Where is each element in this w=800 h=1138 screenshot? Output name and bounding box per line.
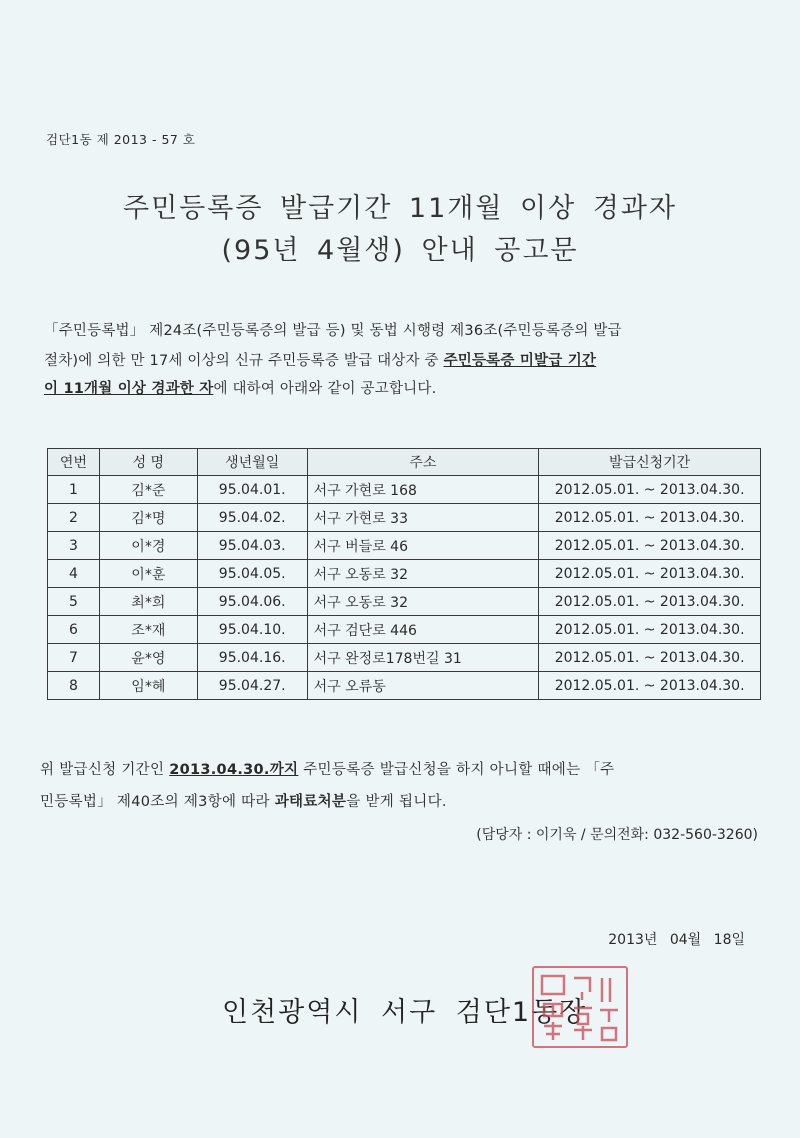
cell-address: 서구 오류동 — [307, 672, 539, 700]
cell-address: 서구 가현로 168 — [307, 476, 539, 504]
cell-number: 1 — [48, 476, 100, 504]
cell-address: 서구 오동로 32 — [307, 588, 539, 616]
cell-period: 2012.05.01. ~ 2013.04.30. — [539, 616, 761, 644]
cell-number: 7 — [48, 644, 100, 672]
cell-name: 이*훈 — [99, 560, 197, 588]
official-seal — [532, 966, 628, 1048]
table-row — [48, 672, 761, 700]
table-row — [48, 644, 761, 672]
notice-text: 민등록법」 제40조의 제3항에 따라 — [40, 794, 275, 810]
cell-period: 2012.05.01. ~ 2013.04.30. — [539, 588, 761, 616]
cell-birthdate: 95.04.02. — [197, 504, 307, 532]
penalty-notice-line1 — [40, 758, 760, 779]
cell-number: 2 — [48, 504, 100, 532]
intro-emphasis: 주민등록증 미발급 기간 — [443, 353, 597, 369]
cell-birthdate: 95.04.16. — [197, 644, 307, 672]
cell-number: 6 — [48, 616, 100, 644]
cell-birthdate: 95.04.10. — [197, 616, 307, 644]
col-header-birthdate: 생년월일 — [197, 449, 307, 476]
col-header-period: 발급신청기간 — [539, 449, 761, 476]
cell-number: 8 — [48, 672, 100, 700]
cell-address: 서구 검단로 446 — [307, 616, 539, 644]
table-row — [48, 616, 761, 644]
table-row — [48, 504, 761, 532]
cell-period: 2012.05.01. ~ 2013.04.30. — [539, 476, 761, 504]
contact-info: (담당자 : 이기욱 / 문의전화: 032-560-3260) — [476, 827, 758, 843]
seal-mark — [534, 968, 626, 1046]
notice-text: 주민등록증 발급신청을 하지 아니할 때에는 「주 — [298, 762, 615, 778]
notice-deadline: 2013.04.30.까지 — [169, 762, 299, 778]
penalty-notice-line2 — [40, 790, 760, 811]
col-header-number: 연번 — [48, 449, 100, 476]
col-header-name: 성 명 — [99, 449, 197, 476]
issue-date: 2013년 04월 18일 — [608, 932, 745, 948]
table-row — [48, 588, 761, 616]
table-row — [48, 560, 761, 588]
cell-address: 서구 완정로178번길 31 — [307, 644, 539, 672]
table-row — [48, 532, 761, 560]
issuer-name: 인천광역시 서구 검단1동장 — [222, 997, 588, 1028]
cell-number: 4 — [48, 560, 100, 588]
intro-paragraph-line3 — [44, 377, 760, 398]
cell-name: 조*재 — [99, 616, 197, 644]
cell-birthdate: 95.04.03. — [197, 532, 307, 560]
document-title-line2: (95년 4월생) 안내 공고문 — [221, 235, 579, 266]
recipient-table — [47, 448, 761, 700]
notice-text: 위 발급신청 기간인 — [40, 762, 170, 778]
cell-name: 최*희 — [99, 588, 197, 616]
intro-text: 절차)에 의한 만 17세 이상의 신규 주민등록증 발급 대상자 중 — [44, 353, 444, 369]
table-row — [48, 476, 761, 504]
cell-birthdate: 95.04.01. — [197, 476, 307, 504]
notice-penalty: 과태료처분 — [274, 794, 347, 810]
intro-paragraph-line2 — [44, 349, 760, 370]
cell-name: 임*혜 — [99, 672, 197, 700]
cell-address: 서구 가현로 33 — [307, 504, 539, 532]
cell-birthdate: 95.04.06. — [197, 588, 307, 616]
cell-name: 이*경 — [99, 532, 197, 560]
cell-address: 서구 오동로 32 — [307, 560, 539, 588]
cell-birthdate: 95.04.05. — [197, 560, 307, 588]
cell-number: 5 — [48, 588, 100, 616]
cell-period: 2012.05.01. ~ 2013.04.30. — [539, 532, 761, 560]
document-number: 검단1동 제 2013 - 57 호 — [46, 132, 196, 147]
cell-number: 3 — [48, 532, 100, 560]
intro-emphasis: 이 11개월 이상 경과한 자 — [44, 381, 214, 397]
cell-name: 김*명 — [99, 504, 197, 532]
col-header-address: 주소 — [307, 449, 539, 476]
cell-birthdate: 95.04.27. — [197, 672, 307, 700]
intro-paragraph-line1: 「주민등록법」 제24조(주민등록증의 발급 등) 및 동법 시행령 제36조(주민등록증의 발급 — [44, 323, 622, 339]
cell-address: 서구 버들로 46 — [307, 532, 539, 560]
cell-period: 2012.05.01. ~ 2013.04.30. — [539, 504, 761, 532]
table-header-row — [48, 449, 761, 476]
cell-period: 2012.05.01. ~ 2013.04.30. — [539, 560, 761, 588]
cell-name: 윤*영 — [99, 644, 197, 672]
cell-name: 김*준 — [99, 476, 197, 504]
intro-text: 에 대하여 아래와 같이 공고합니다. — [213, 381, 437, 397]
cell-period: 2012.05.01. ~ 2013.04.30. — [539, 672, 761, 700]
cell-period: 2012.05.01. ~ 2013.04.30. — [539, 644, 761, 672]
document-title-line1: 주민등록증 발급기간 11개월 이상 경과자 — [123, 193, 677, 224]
notice-text: 을 받게 됩니다. — [346, 794, 447, 810]
